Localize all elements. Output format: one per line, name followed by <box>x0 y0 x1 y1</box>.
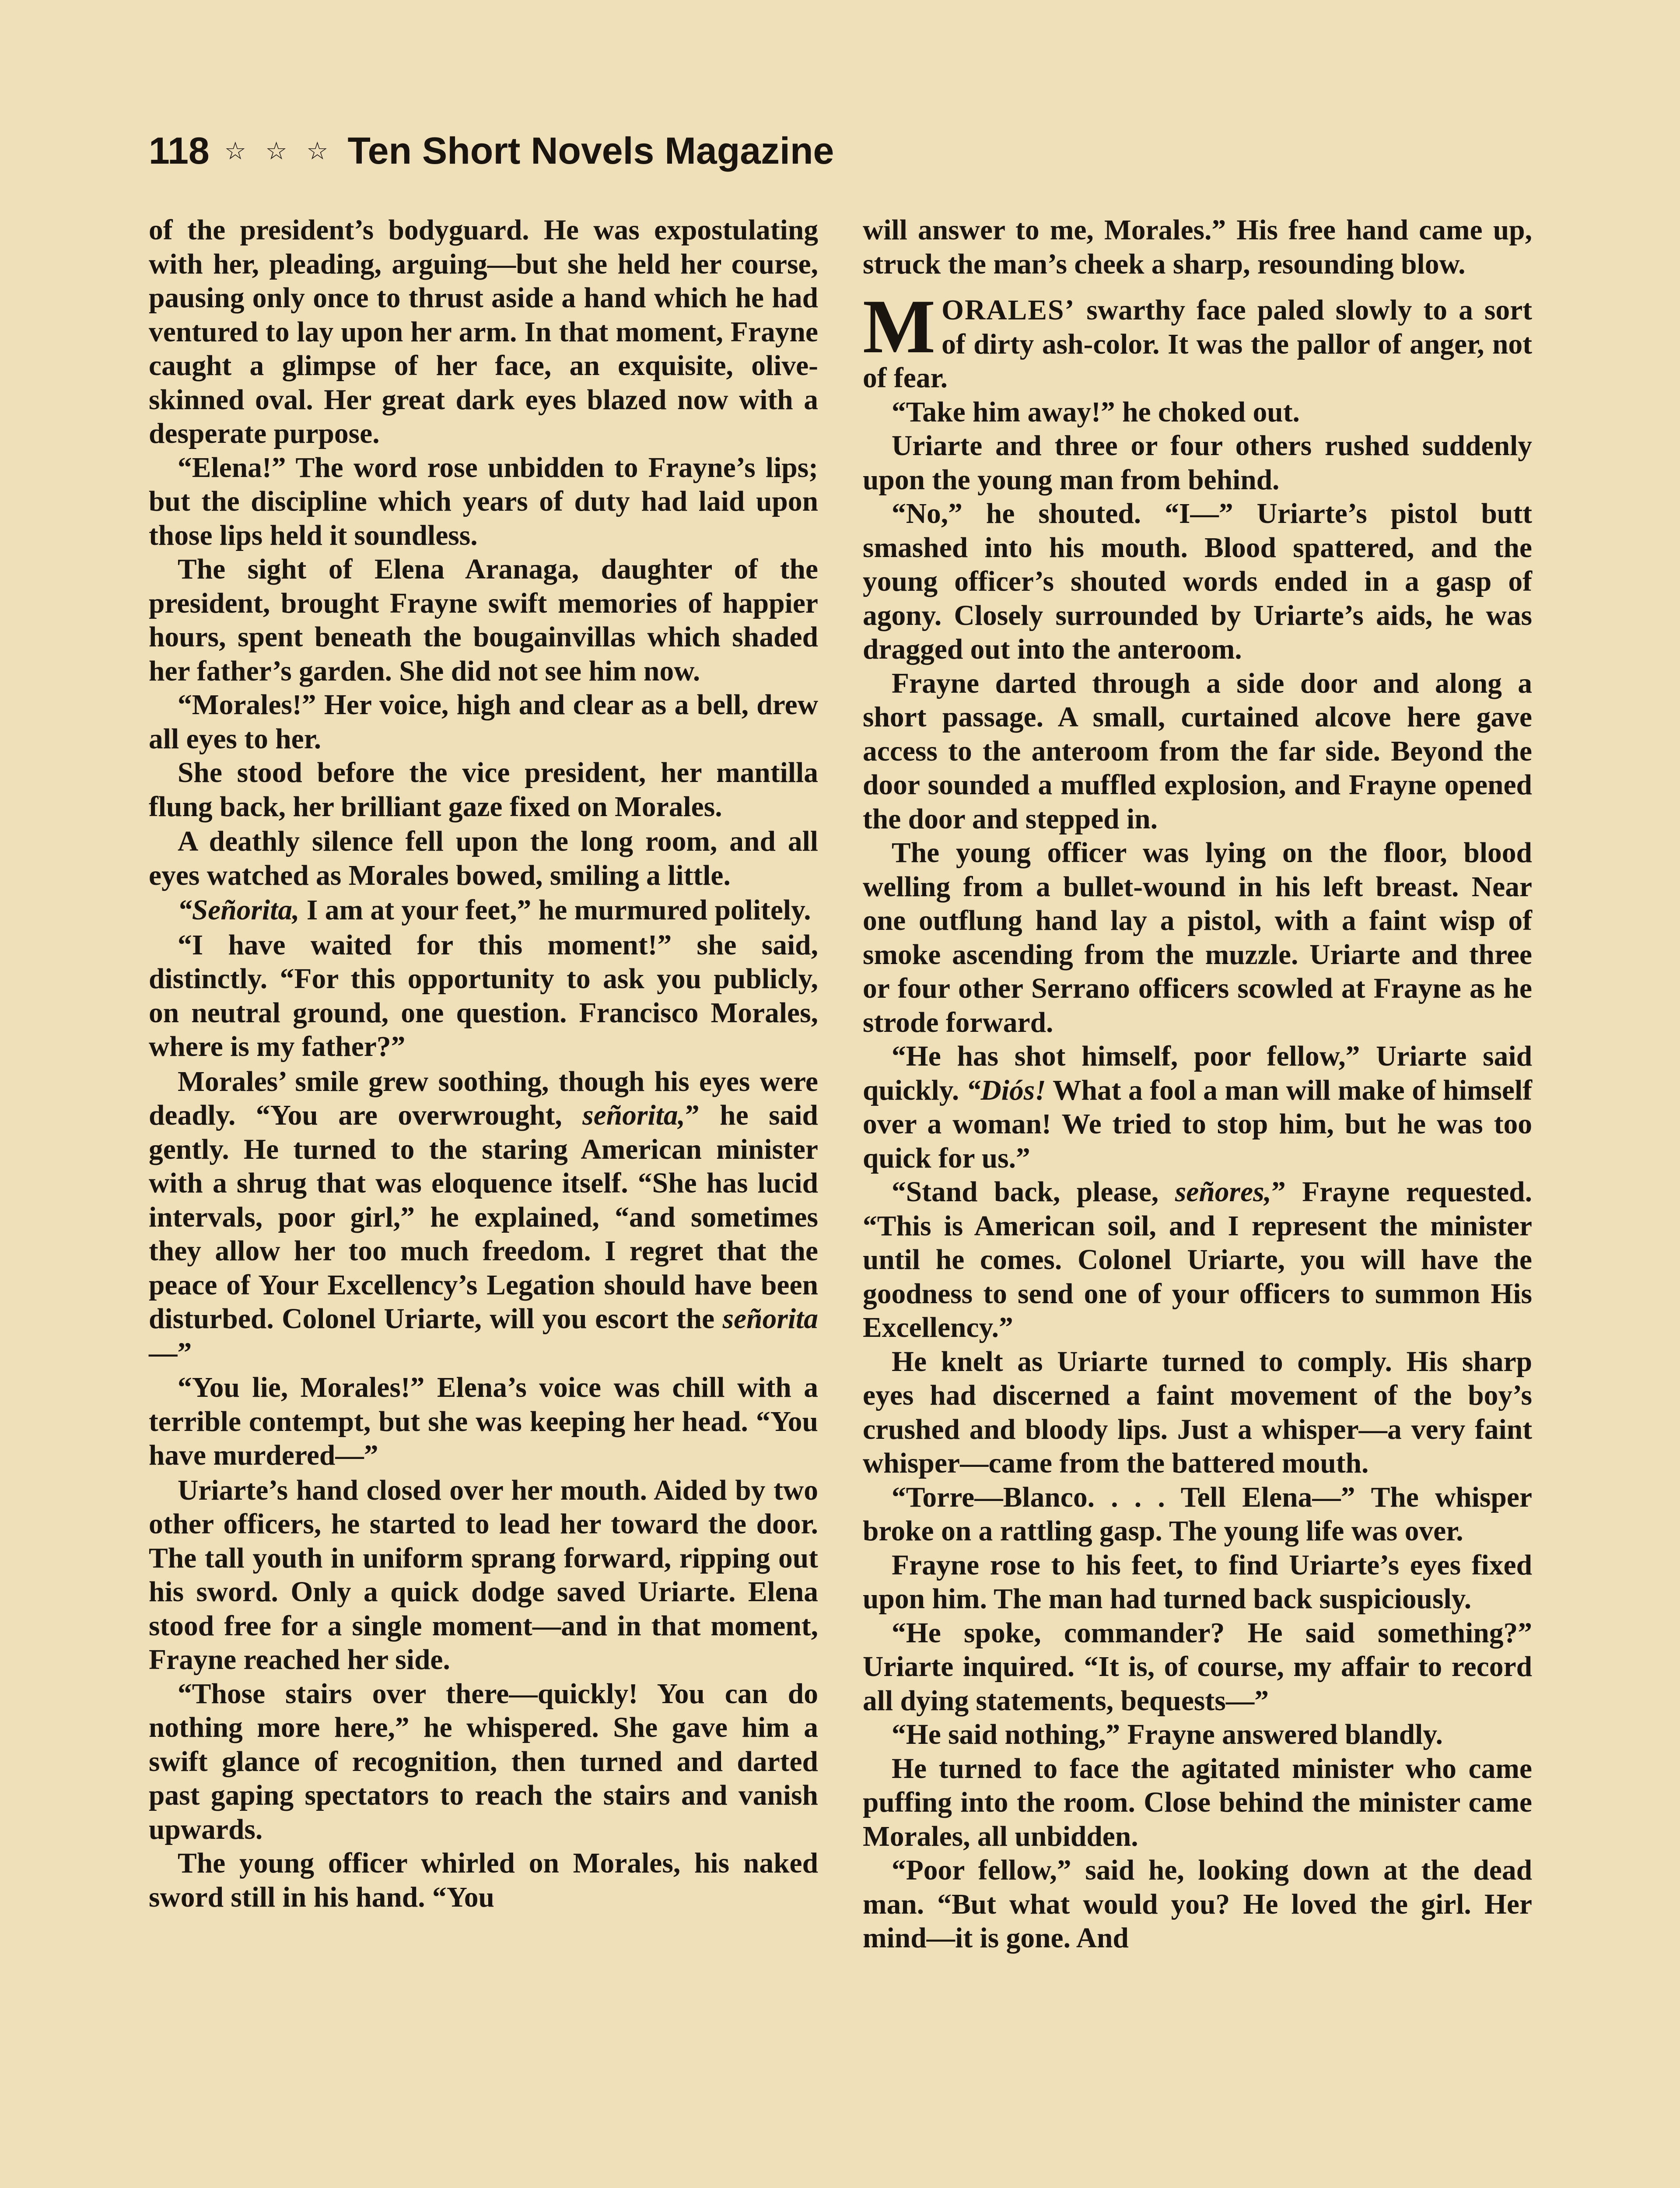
paragraph: He turned to face the agitated minister who came puffing into the room. Close behind the minister came Morales, all unbidden. <box>863 1753 1532 1852</box>
paragraph: “No,” he shouted. “I—” Uriarte’s pistol butt smashed into his mouth. Blood spattered, and the young officer’s shouted words ended in a gasp of agony. Closely surrounded by Uriarte’s aids, he was dragged out into the anteroom. <box>863 498 1532 665</box>
paragraph <box>149 1065 818 1371</box>
paragraph: Uriarte’s hand closed over her mouth. Aided by two other officers, he started to lead her toward the door. The tall youth in uniform sprang forward, ripping out his sword. Only a quick dodge saved Uriarte. Elena stood free for a single moment—and in that moment, Frayne reached her side. <box>149 1474 818 1676</box>
paragraph: “He said nothing,” Frayne answered blandly. <box>892 1719 1443 1750</box>
paragraph: Uriarte and three or four others rushed suddenly upon the young man from behind. <box>863 430 1532 496</box>
paragraph-text: What a fool a man will make of himself over a woman! We tried to stop him, but he was too quick for us.” <box>863 1074 1532 1174</box>
paragraph: Frayne darted through a side door and along a short passage. A small, curtained alcove here gave access to the anteroom from the far side. Beyond the door sounded a muffled explosion, and Frayne opened the door and stepped in. <box>863 667 1532 835</box>
paragraph: The sight of Elena Aranaga, daughter of the president, brought Frayne swift memories of happier hours, spent beneath the bougainvillas which shaded her father’s garden. She did not see him now. <box>149 554 818 687</box>
italic-text: señorita, <box>582 1100 685 1131</box>
paragraph: “You lie, Morales!” Elena’s voice was chill with a terrible contempt, but she was keeping her head. “You have murdered—” <box>149 1372 818 1471</box>
paragraph-text: ” he said gently. He turned to the staring American minister with a shrug that was eloquence itself. “She has lucid intervals, poor girl,” he explained, “and sometimes they allow her too much freedom. I regret that the peace of Your Excellency’s Legation should have been disturbed. Colonel Uriarte, will you escort the <box>149 1100 818 1335</box>
page-number: 118 <box>149 130 210 172</box>
section-opening-paragraph <box>863 284 1532 396</box>
paragraph: “Elena!” The word rose unbidden to Frayne’s lips; but the discipline which years of duty had laid upon those lips held it soundless. <box>149 452 818 551</box>
left-column <box>149 214 818 1914</box>
paragraph <box>149 894 818 928</box>
paragraph: of the president’s bodyguard. He was expostulating with her, pleading, arguing—but she held her course, pausing only once to thrust aside a hand which he had ventured to lay upon her arm. In that moment, Frayne caught a glimpse of her face, an exquisite, olive-skinned oval. Her great dark eyes blazed now with a desperate purpose. <box>149 214 818 449</box>
small-caps-text: ORALES’ <box>942 295 1075 326</box>
paragraph <box>863 1040 1532 1175</box>
page-header <box>149 127 834 175</box>
italic-text: señorita <box>722 1303 818 1335</box>
paragraph: “Those stairs over there—quickly! You can do nothing more here,” he whispered. She gave him a swift glance of recognition, then turned and darted past gaping spectators to reach the stairs and vanish upwards. <box>149 1678 818 1845</box>
paragraph: “Morales!” Her voice, high and clear as a bell, drew all eyes to her. <box>149 689 818 755</box>
paragraph-text: swarthy face paled slowly to a sort of dirty ash-color. It was the pallor of anger, not of fear. <box>863 295 1532 394</box>
paragraph: will answer to me, Morales.” His free hand came up, struck the man’s cheek a sharp, resounding blow. <box>863 214 1532 280</box>
paragraph <box>863 1175 1532 1345</box>
paragraph-text: “Stand back, please, <box>892 1176 1175 1208</box>
paragraph: She stood before the vice president, her mantilla flung back, her brilliant gaze fixed on Morales. <box>149 757 818 823</box>
paragraph: He knelt as Uriarte turned to comply. His sharp eyes had discerned a faint movement of the boy’s crushed and bloody lips. Just a whisper—a very faint whisper—came from the battered mouth. <box>863 1346 1532 1479</box>
paragraph: “Torre—Blanco. . . . Tell Elena—” The whisper broke on a rattling gasp. The young life was over. <box>863 1481 1532 1547</box>
paragraph: “Poor fellow,” said he, looking down at the dead man. “But what would you? He loved the girl. Her mind—it is gone. And <box>863 1855 1532 1954</box>
paragraph: The young officer whirled on Morales, his naked sword still in his hand. “You <box>149 1848 818 1913</box>
star-ornament-icon: ☆ ☆ ☆ <box>224 137 335 165</box>
right-column <box>863 214 1532 1956</box>
paragraph: A deathly silence fell upon the long room, and all eyes watched as Morales bowed, smiling a little. <box>149 826 818 891</box>
paragraph-text: Morales’ smile grew soothing, though his eyes were deadly. “You are overwrought, <box>149 1066 818 1131</box>
paragraph: Frayne rose to his feet, to find Uriarte’s eyes fixed upon him. The man had turned back suspiciously. <box>863 1549 1532 1615</box>
paragraph: “He spoke, commander? He said something?” Uriarte inquired. “It is, of course, my affair to record all dying statements, bequests—” <box>863 1617 1532 1717</box>
paragraph: The young officer was lying on the floor, blood welling from a bullet-wound in his left breast. Near one outflung hand lay a pistol, with a faint wisp of smoke ascending from the muzzle. Uriarte and three or four other Serrano officers scowled at Frayne as he strode forward. <box>863 837 1532 1038</box>
paragraph-text: ” Frayne requested. “This is American soil, and I represent the minister until he comes. Colonel Uriarte, you will have the goodness to send one of your officers to summon His Excellency.” <box>863 1176 1532 1343</box>
italic-text: señores, <box>1175 1176 1271 1208</box>
paragraph-text: —” <box>149 1337 192 1369</box>
paragraph-text: “He has shot himself, poor fellow,” Uriarte said quickly. <box>863 1041 1532 1106</box>
drop-cap: M <box>863 284 936 369</box>
paragraph-text: I am at your feet,” he murmured politely. <box>299 894 811 926</box>
italic-text: “Señorita, <box>178 894 300 926</box>
magazine-title: Ten Short Novels Magazine <box>347 130 834 172</box>
italic-text: “Diós! <box>966 1074 1046 1106</box>
paragraph: “Take him away!” he choked out. <box>892 396 1300 428</box>
paragraph: “I have waited for this moment!” she said, distinctly. “For this opportunity to ask you publicly, on neutral ground, one question. Francisco Morales, where is my father?” <box>149 929 818 1062</box>
